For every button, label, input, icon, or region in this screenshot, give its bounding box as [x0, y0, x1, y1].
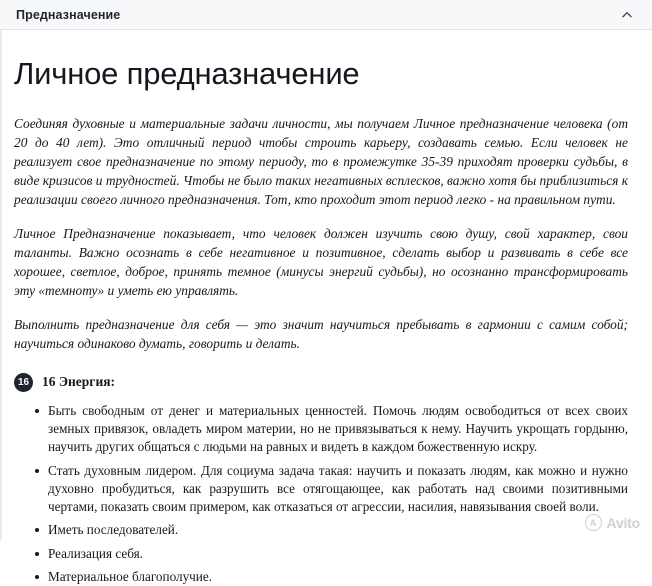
- list-item: Иметь последователей.: [48, 521, 628, 539]
- document-body: [0, 30, 652, 584]
- energy-task-list: [14, 402, 628, 586]
- watermark-label: Avito: [606, 514, 640, 531]
- paragraph-harmony: Выполнить предназначение для себя — это значит научиться пребывать в гармонии с самим собой; научиться одинаково думать, говорить и делать.: [14, 316, 628, 351]
- avito-logo-icon: A: [585, 514, 602, 531]
- paragraph-meaning: Личное Предназначение показывает, что человек должен изучить свою душу, свой характер, свои таланты. Важно осознать в себе негативное и позитивное, сделать выбор и развивать в себе все хорошее, светлое, доброе, принять темное (минусы энергий судьбы), но осознанно трансформировать эту «темноту» и уметь ею управлять.: [14, 225, 628, 298]
- paragraph-intro: Соединяя духовные и материальные задачи личности, мы получаем Личное предназначение человека (от 20 до 40 лет). Это отличный период чтобы строить карьеру, создавать семью. Если человек не реализует свое предназначение по этому периоду, то в промежутке 35-39 приходят проверки судьбы, в виде кризисов и трудностей. Чтобы не было таких негативных всплесков, важно хотя бы приблизиться к реализации своего личного предназначения. Тот, кто проходит этот период легко - на правильном пути.: [14, 115, 628, 207]
- section-heading-label: 16 Энергия:: [42, 374, 116, 390]
- section-heading: [14, 373, 628, 392]
- list-item: Реализация себя.: [48, 545, 628, 563]
- accordion-header[interactable]: [0, 0, 652, 30]
- list-item: Быть свободным от денег и материальных ценностей. Помочь людям освободиться от всех своих земных привязок, овладеть миром материи, но не привязываться к нему. Научить укрощать гордыню, научить других общаться с людьми на равных и видеть в каждом божественную искру.: [48, 402, 628, 457]
- list-item: Стать духовным лидером. Для социума задача такая: научить и показать людям, как можно и нужно духовно пробудиться, как разрушить все отягощающее, как работать над своими позитивными чертами, показать своим примером, как отказаться от агрессии, насилия, навязывания своей воли.: [48, 462, 628, 517]
- page-title: Личное предназначение: [14, 56, 360, 91]
- chevron-up-icon[interactable]: [620, 8, 634, 22]
- energy-number-badge: 16: [14, 373, 33, 392]
- accordion-title: Предназначение: [16, 7, 121, 22]
- document-content: [0, 30, 652, 586]
- list-item: Материальное благополучие.: [48, 568, 628, 586]
